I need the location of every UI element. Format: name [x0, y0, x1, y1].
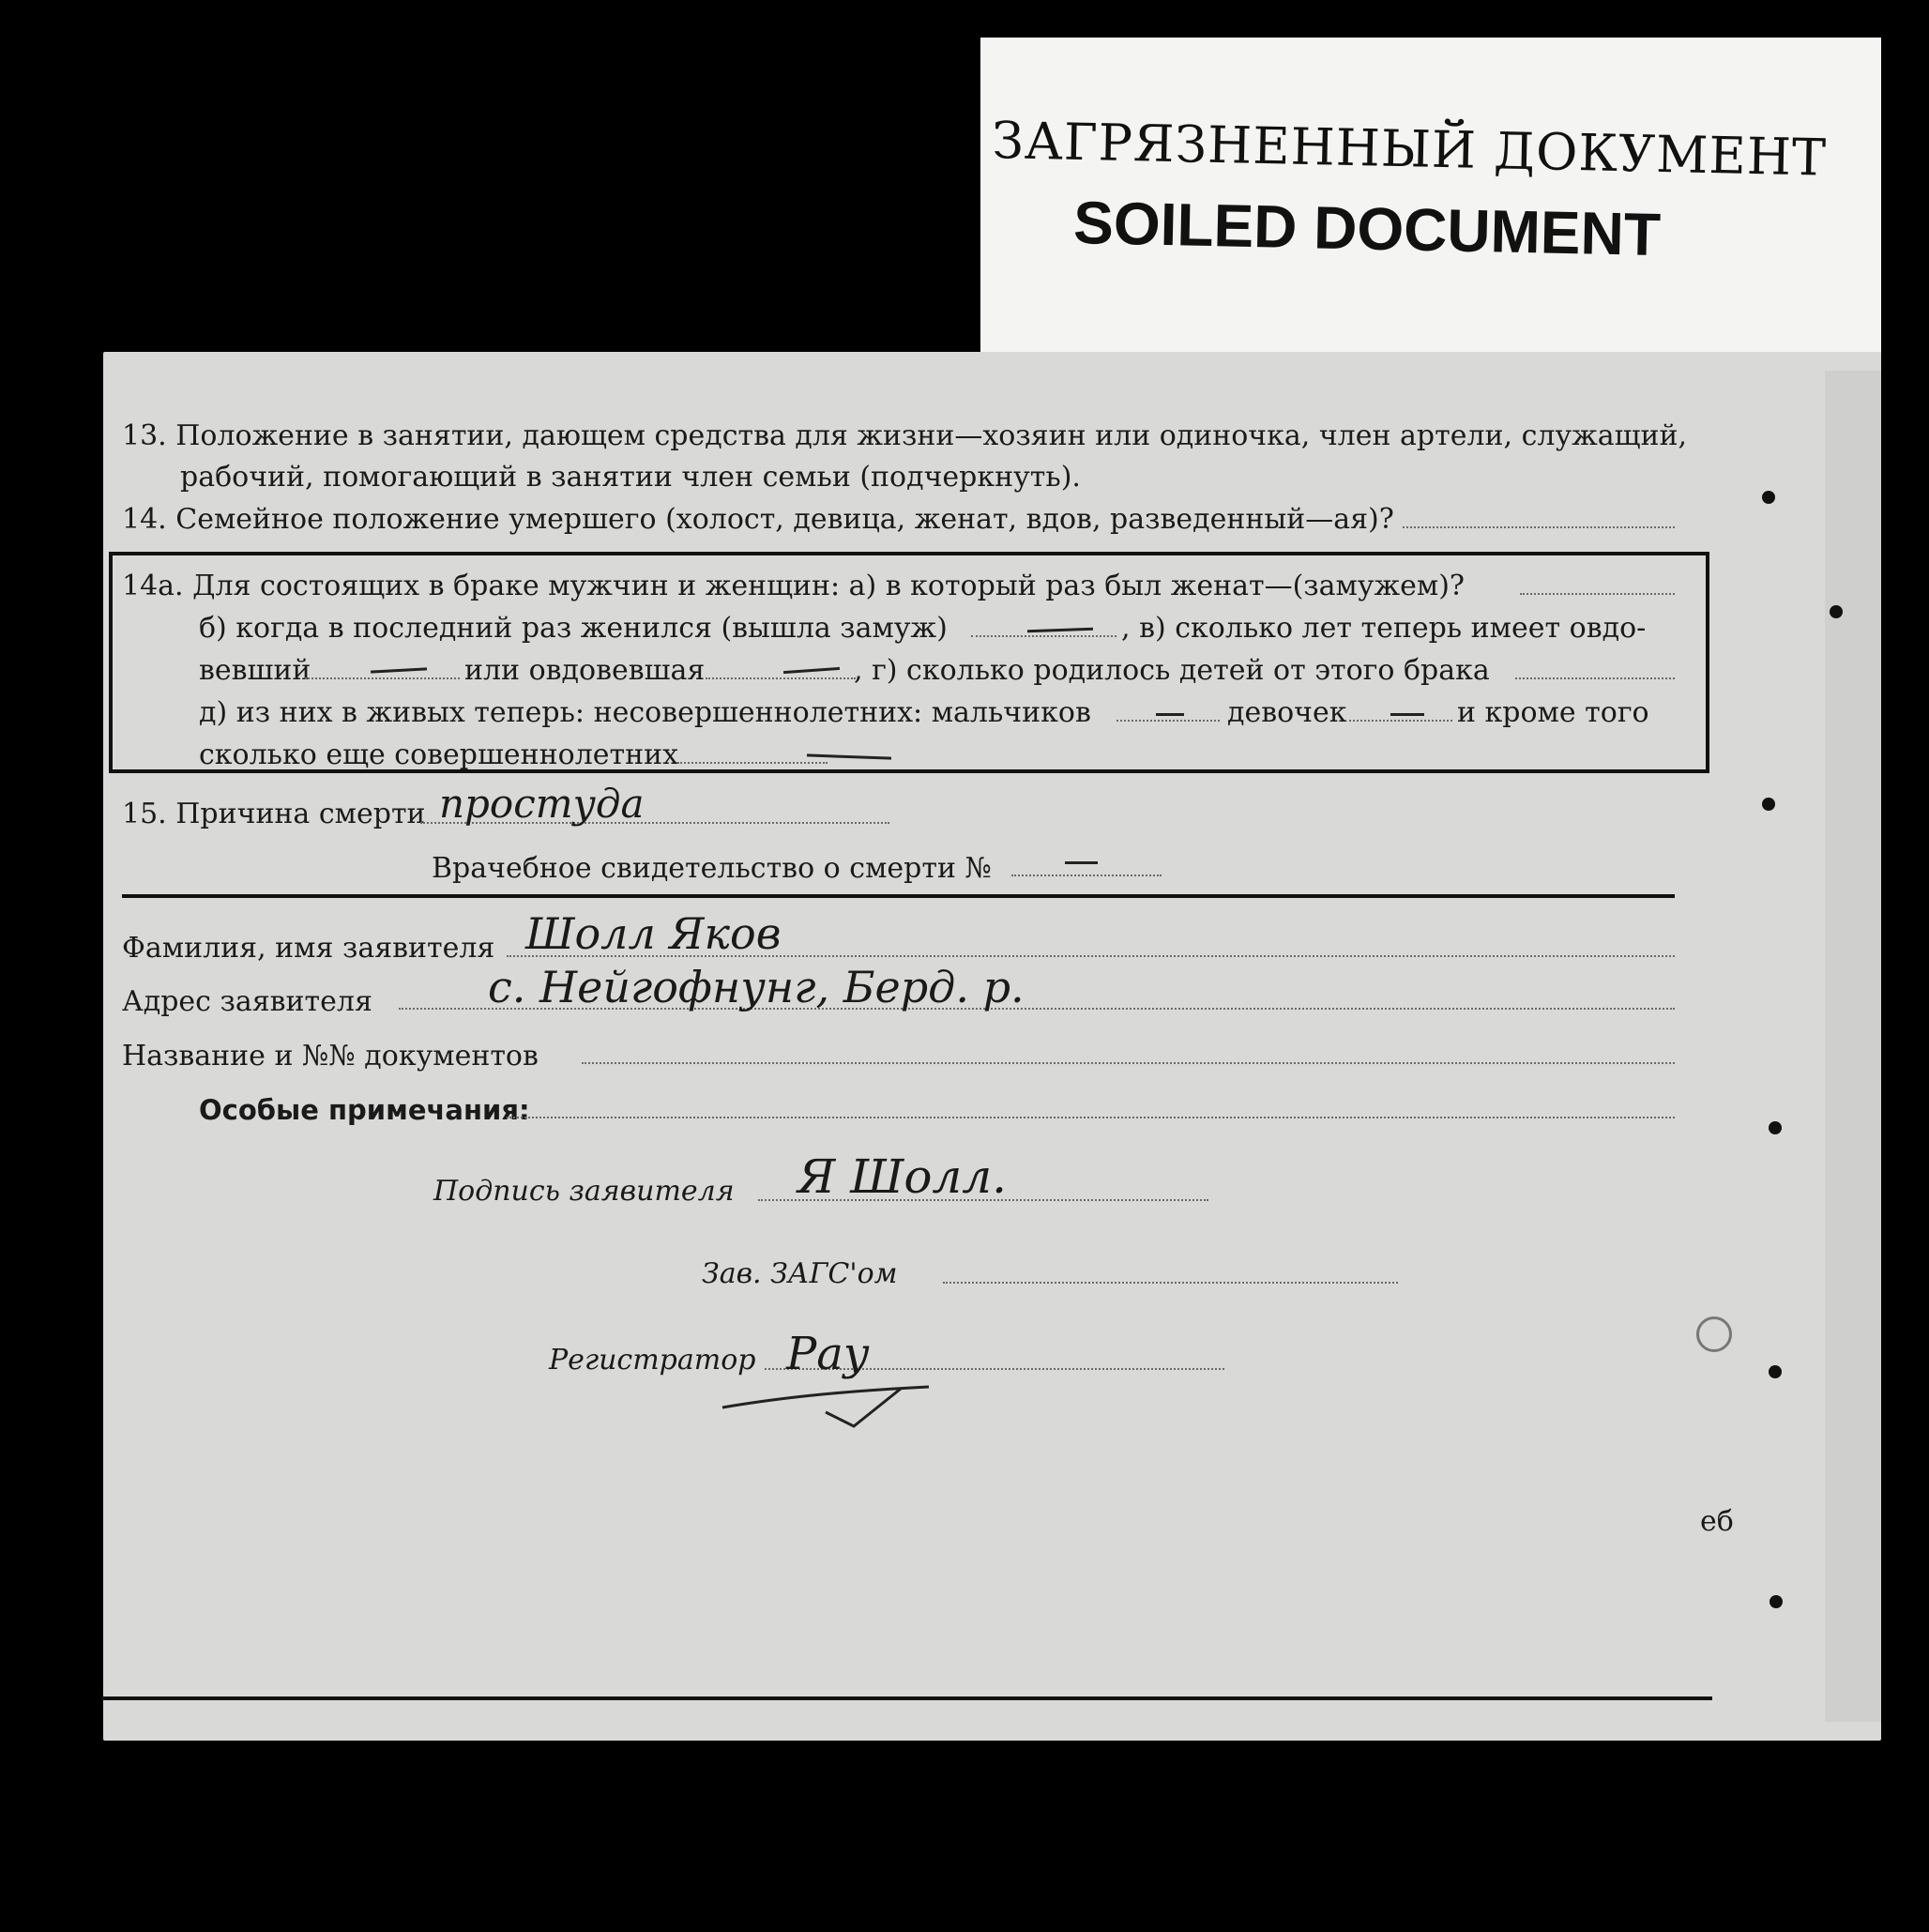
torn-card-edge: [1825, 371, 1881, 1722]
cause-of-death-handwritten: простуда: [439, 781, 645, 827]
q14a-a-answer-line: [1520, 593, 1675, 595]
zags-head-signature-line: [943, 1282, 1398, 1284]
section-divider: [122, 894, 1675, 898]
q14a-girls-answer-line: [1349, 720, 1452, 722]
q14a-adults-answer-line: [677, 762, 828, 764]
question-14a-line-4c: и кроме того: [1457, 696, 1649, 729]
question-14a-line-4b: девочек: [1227, 696, 1347, 729]
punch-hole: [1762, 491, 1775, 504]
documents-line: [582, 1062, 1675, 1064]
punch-hole: [1762, 798, 1775, 811]
punch-hole: [1769, 1365, 1782, 1378]
applicant-signature-label: Подпись заявителя: [433, 1175, 735, 1208]
zags-head-label: Зав. ЗАГС'ом: [702, 1257, 898, 1290]
registrar-signature-flourish: [713, 1370, 938, 1436]
punch-hole-ring: [1696, 1316, 1732, 1352]
question-14-answer-line: [1403, 526, 1675, 528]
q14a-boys-dash: [1156, 713, 1184, 716]
soiled-label-russian: ЗАГРЯЗНЕННЫЙ ДОКУМЕНТ: [991, 111, 1828, 188]
q14a-girls-dash: [1390, 713, 1424, 716]
documents-label: Название и №№ документов: [122, 1040, 539, 1072]
question-15: 15. Причина смерти: [122, 798, 426, 830]
page-number: еб: [1700, 1505, 1734, 1538]
applicant-name-label: Фамилия, имя заявителя: [122, 932, 495, 965]
registrar-label: Регистратор: [549, 1344, 756, 1377]
question-13-line-1: 13. Положение в занятии, дающем средства для жизни—хозяин или одиночка, член артели, служащий,: [122, 419, 1688, 452]
death-certificate-dash: [1065, 861, 1098, 864]
applicant-address-label: Адрес заявителя: [122, 985, 372, 1018]
special-notes-line: [507, 1117, 1675, 1118]
q14a-widower-answer-line: [305, 677, 460, 679]
question-14: 14. Семейное положение умершего (холост, девица, женат, вдов, разведенный—ая)?: [122, 503, 1394, 536]
punch-hole: [1830, 605, 1843, 618]
special-notes-label: Особые примечания:: [199, 1094, 530, 1126]
q14a-boys-answer-line: [1116, 720, 1220, 722]
question-14a-line-4a: д) из них в живых теперь: несовершеннолетних: мальчиков: [199, 696, 1091, 729]
question-14a-line-3c: , г) сколько родилось детей от этого брака: [854, 654, 1490, 687]
q14a-widow-answer-line: [706, 677, 856, 679]
punch-hole: [1770, 1595, 1783, 1608]
punch-hole: [1769, 1121, 1782, 1134]
death-certificate-number-line: [1011, 875, 1162, 876]
applicant-address-handwritten: с. Нейгофнунг, Берд. р.: [488, 962, 1025, 1012]
bottom-rule: [101, 1696, 1712, 1700]
question-13-line-2: рабочий, помогающий в занятии член семьи (подчеркнуть).: [180, 461, 1081, 494]
question-14a-line-3a: вевший: [199, 654, 311, 687]
question-14a-line-2a: б) когда в последний раз женился (вышла замуж): [199, 612, 948, 645]
applicant-signature-handwritten: Я Шолл.: [797, 1149, 1007, 1204]
q14a-b-answer-line: [971, 635, 1116, 637]
registrar-signature-handwritten: Рау: [786, 1328, 870, 1380]
question-14a-line-1: 14а. Для состоящих в браке мужчин и женщин: а) в который раз был женат—(замужем)?: [122, 570, 1465, 602]
q14a-children-answer-line: [1515, 677, 1675, 679]
applicant-name-handwritten: Шолл Яков: [525, 908, 782, 959]
question-14a-line-3b: или овдовевшая: [464, 654, 706, 687]
death-certificate-number-label: Врачебное свидетельство о смерти №: [432, 852, 992, 885]
question-14a-line-2b: , в) сколько лет теперь имеет овдо-: [1121, 612, 1647, 645]
soiled-label-english: SOILED DOCUMENT: [1072, 188, 1662, 269]
question-14a-line-5: сколько еще совершеннолетних: [199, 738, 679, 771]
